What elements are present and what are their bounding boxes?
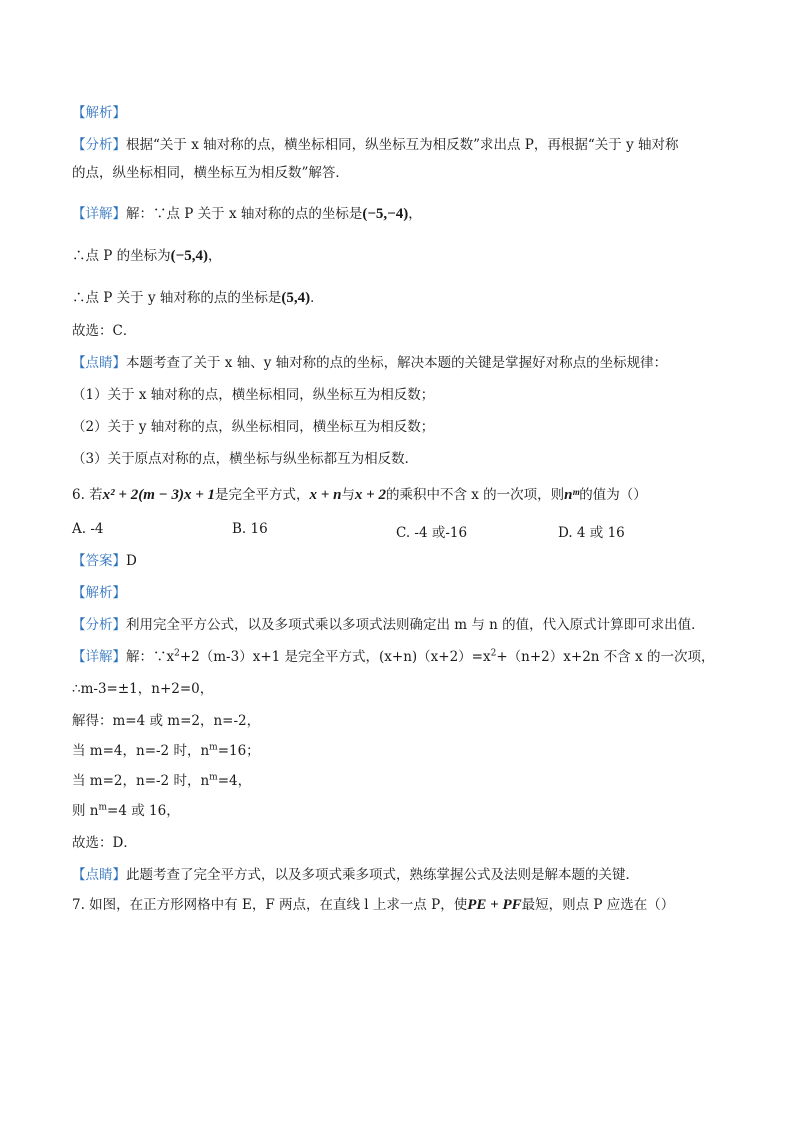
choice-line: 故选：C． [72,323,137,339]
option-a: A. -4 [72,521,104,537]
solution-step: ∴m-3=±1，n+2=0， [72,681,214,697]
rule-item: （2）关于 y 轴对称的点，纵坐标相同，横坐标互为相反数； [72,419,435,435]
math-expression: PE + PF [467,897,522,913]
analysis-line-1 [72,136,678,154]
section-tag-dianjing: 【点睛】 [72,867,126,883]
section-tag-jiexi: 【解析】 [72,105,126,121]
detail-line-1: 【详解】解：∵点 P 关于 x 轴对称的点的坐标是(−5,−4)， [72,206,422,222]
math-expression: x + n [309,487,342,503]
solution-step: 则 $n^m=4$ 或 16， [72,802,180,819]
math-expression: x² + 2(m − 3)x + 1 [102,487,216,503]
analysis-text: 根据“关于 x 轴对称的点，横坐标相同，纵坐标互为相反数”求出点 P，再根据“关于 y 轴对称 [126,137,679,153]
section-tag-fenxi: 【分析】 [72,617,126,633]
rule-item: （1）关于 x 轴对称的点，横坐标相同，纵坐标互为相反数； [72,387,435,403]
comment-line: 【点睛】本题考查了关于 x 轴、y 轴对称的点的坐标，解决本题的关键是掌握好对称点的坐标规律： [72,355,668,371]
math-expression: nᵐ [564,487,580,503]
math-expression: (−5,4) [170,248,208,264]
section-tag-dianjing: 【点睛】 [72,355,126,371]
rule-item: （3）关于原点对称的点，横坐标与纵坐标都互为相反数． [72,451,419,467]
question-7-stem: 7. 如图，在正方形网格中有 E，F 两点，在直线 l 上求一点 P，使PE + PF最短，则点 P 应选在（） [72,897,675,913]
option-d: D. 4 或 16 [558,525,625,541]
math-expression: x + 2 [354,487,386,503]
detail-line-3: ∴点 P 关于 y 轴对称的点的坐标是(5,4)． [72,290,324,306]
option-c: C. -4 或-16 [396,525,468,541]
math-expression: (−5,−4) [362,206,409,222]
analysis-line: 【分析】利用完全平方公式，以及多项式乘以多项式法则确定出 m 与 n 的值，代入原式计算即可求出值． [72,617,705,633]
option-b: B. 16 [232,521,268,537]
section-tag-xiangjie: 【详解】 [72,649,126,665]
detail-line-2: ∴点 P 的坐标为(−5,4)， [72,248,222,264]
comment-line: 【点睛】此题考查了完全平方式，以及多项式乘多项式，熟练掌握公式及法则是解本题的关键． [72,867,639,883]
math-expression: (5,4) [281,290,311,306]
choice-line: 故选：D． [72,835,137,851]
section-tag-fenxi: 【分析】 [72,137,126,153]
solution-step: 解得：m=4 或 m=2，n=-2， [72,713,261,729]
solution-step: 当 m=4，n=-2 时，$n^m=16$； [72,742,260,759]
answer-value: D [126,553,137,569]
detail-line: 【详解】解：$\because x^2+2(m-3)x+1$ 是完全平方式，$(x+n)(x+2)=x^2+(n+2)x+2n$ 不含 x 的一次项， [72,648,715,665]
solution-step: 当 m=2，n=-2 时，$n^m=4$， [72,772,252,789]
answer-line [72,552,137,570]
section-tag-xiangjie: 【详解】 [72,206,126,222]
question-6-stem: 6. 若x² + 2(m − 3)x + 1是完全平方式，x + n与x + 2的乘积中不含 x 的一次项，则nᵐ的值为（） [72,487,647,503]
section-tag-daan: 【答案】 [72,553,126,569]
section-tag-jiexi: 【解析】 [72,585,126,601]
analysis-line-2: 的点，纵坐标相同，横坐标互为相反数”解答． [72,165,349,181]
